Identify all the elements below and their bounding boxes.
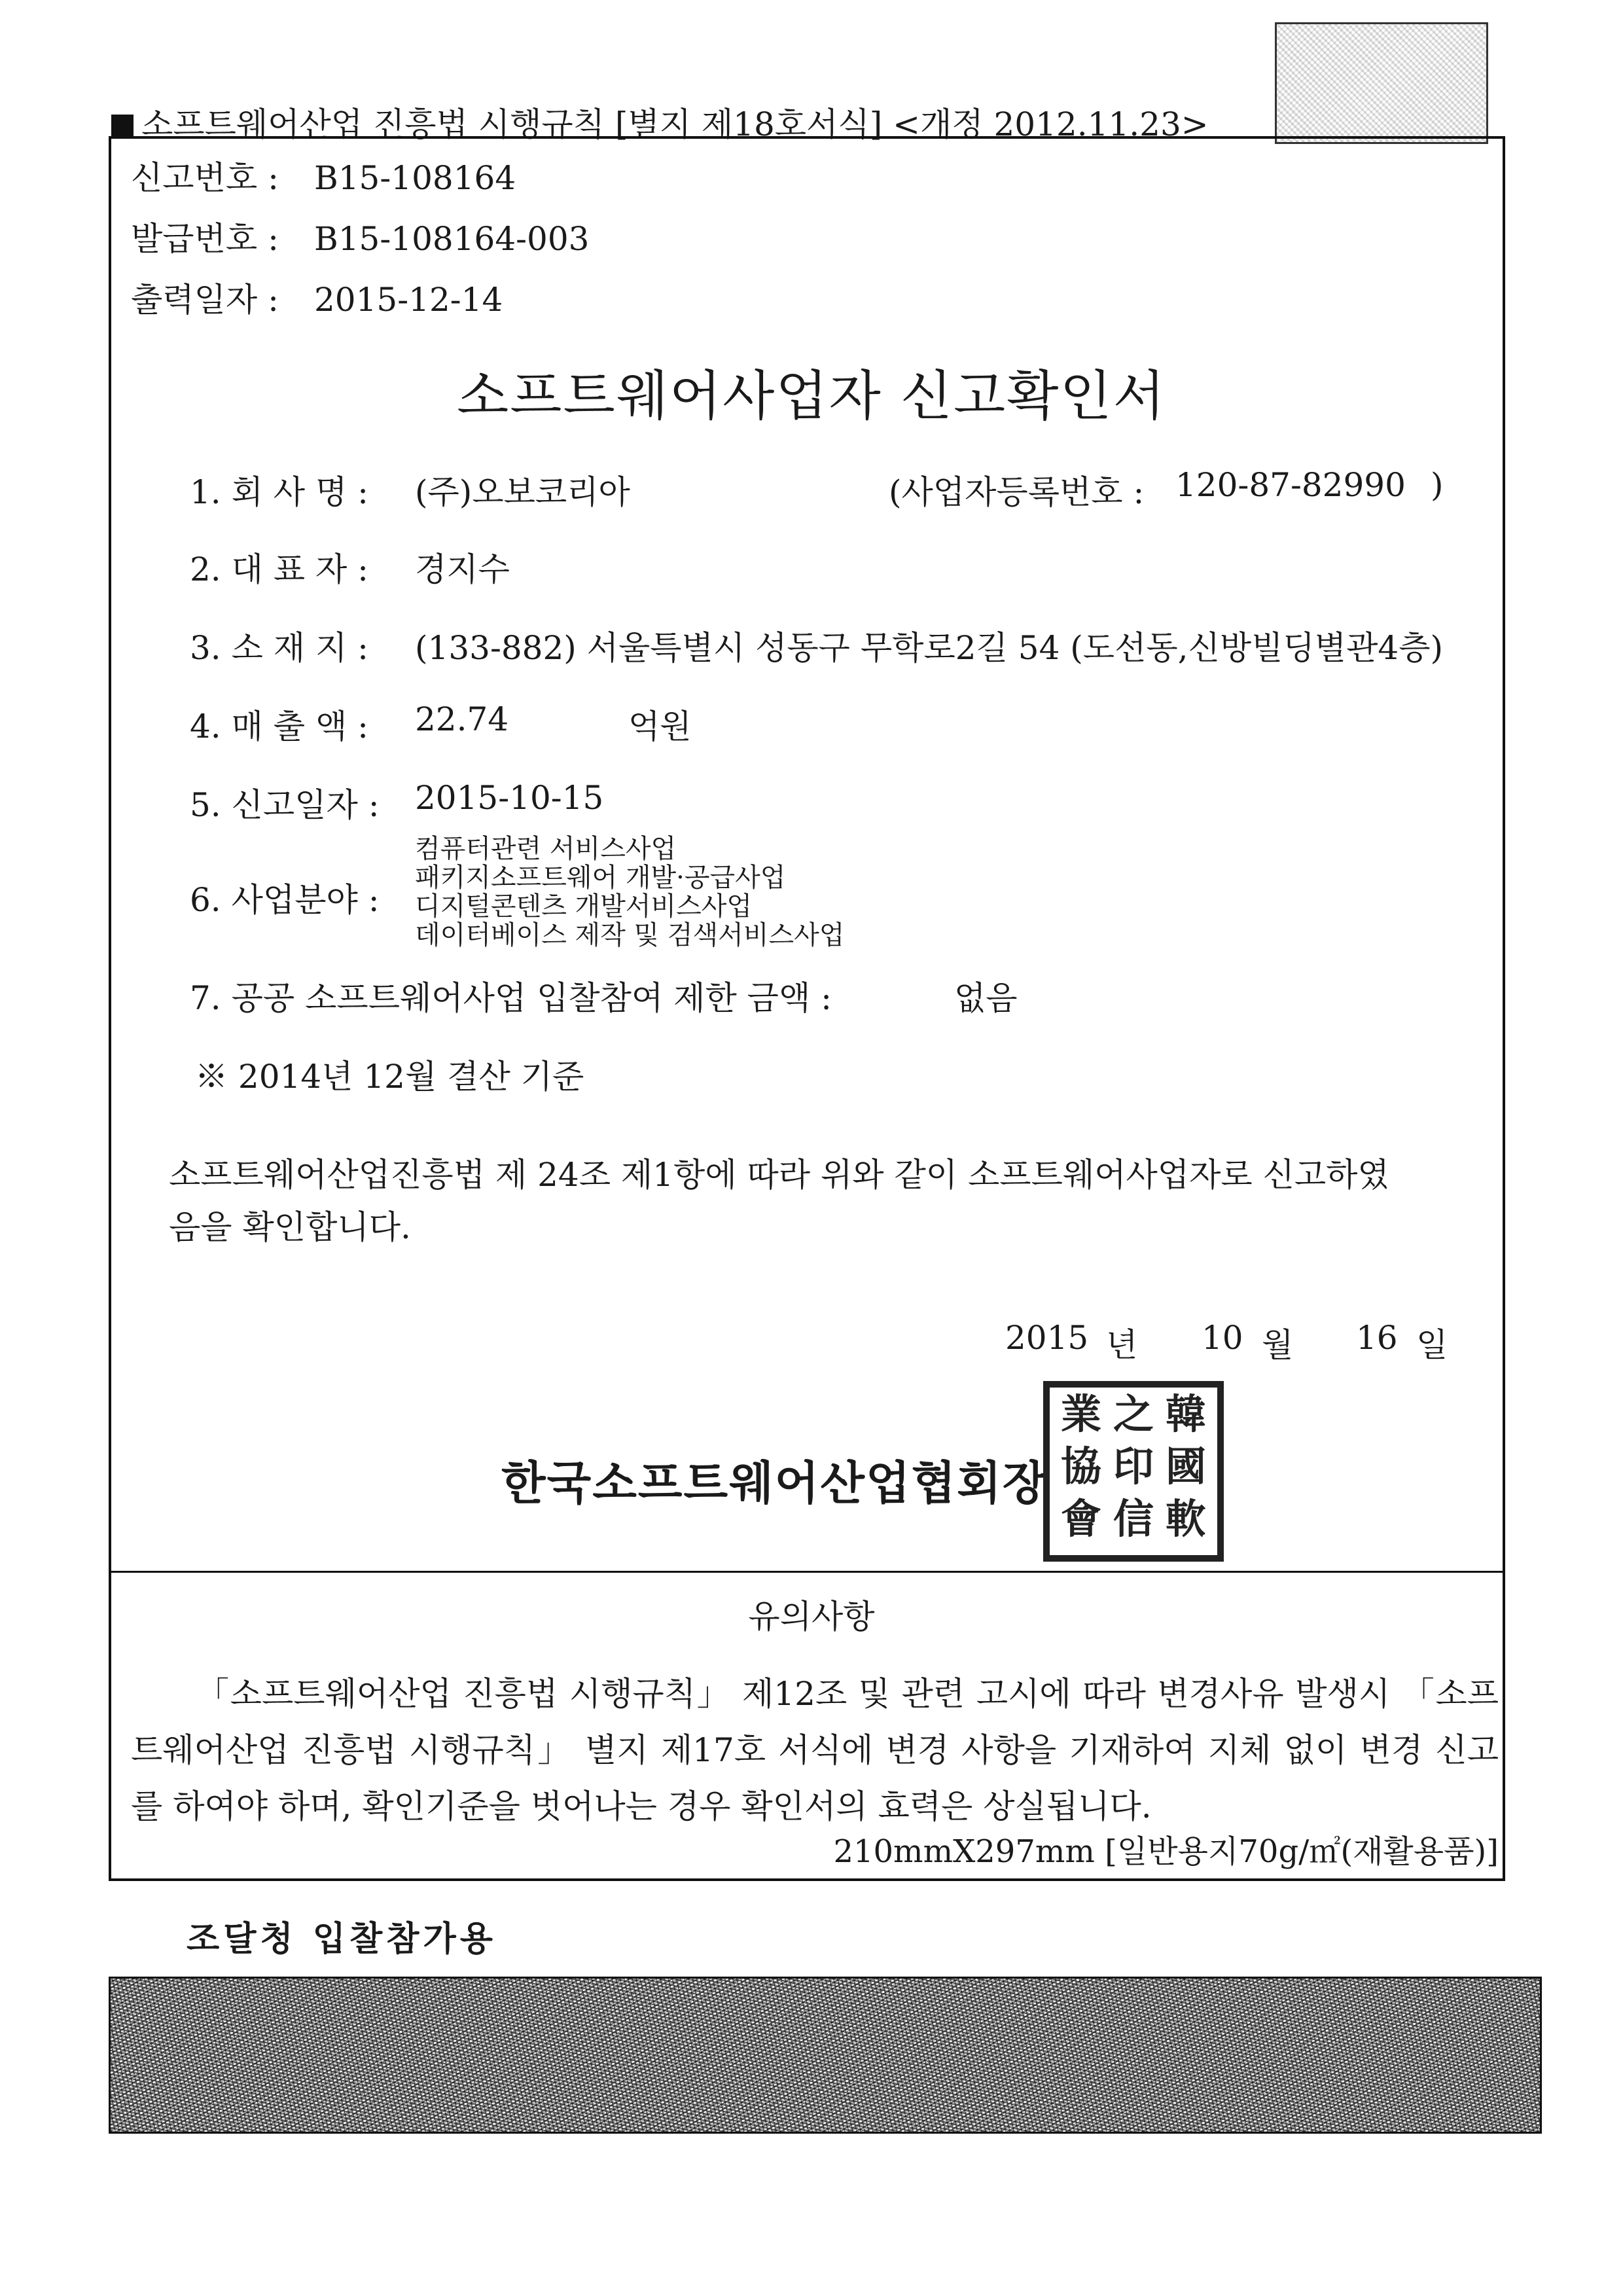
sales-unit: 억원 [628,708,692,745]
list-item: 패키지소프트웨어 개발·공급사업 [415,863,786,893]
business-reg-number: 120-87-82990 [1175,466,1406,504]
sales-amount: 22.74 [415,700,509,738]
issuer-name: 한국소프트웨어산업협회장 [501,1456,1048,1510]
square-bullet-icon [111,115,134,137]
form-header: 소프트웨어산업 진흥법 시행규칙 [별지 제18호서식] <개정 2012.11.23> [111,98,1209,145]
paper-spec: 210mmX297mm [일반용지70g/㎡(재활용품)] [833,1833,1499,1870]
notice-divider [109,1571,1505,1573]
issue-number-row: 발급번호 : B15-108164-003 [131,220,590,258]
security-pattern-box [1275,22,1488,144]
address: (133-882) 서울특별시 성동구 무학로2길 54 (도선동,신방빌딩별관4층) [415,629,1443,667]
2d-barcode [109,1977,1542,2134]
issue-number: B15-108164-003 [314,220,590,258]
print-date: 2015-12-14 [314,281,503,319]
list-item: 컴퓨터관련 서비스사업 [415,834,677,864]
print-date-row: 출력일자 : 2015-12-14 [131,281,503,319]
procurement-label: 조달청 입찰참가용 [187,1919,497,1959]
confirmation-statement: 소프트웨어산업진흥법 제 24조 제1항에 따라 위와 같이 소프트웨어사업자로 신고하였 음을 확인합니다. [169,1156,1389,1246]
report-date: 2015-10-15 [415,779,604,817]
notice-title: 유의사항 [748,1598,875,1636]
settlement-note: ※ 2014년 12월 결산 기준 [195,1058,584,1096]
official-seal: 業 之 韓 協 印 國 會 信 軟 [1043,1381,1224,1562]
list-item: 데이터베이스 제작 및 검색서비스사업 [415,920,845,950]
document-title: 소프트웨어사업자 신고확인서 [457,365,1166,427]
report-number-row: 신고번호 : B15-108164 [131,159,516,197]
report-number: B15-108164 [314,159,516,197]
ceo-name: 경지수 [415,550,510,588]
list-item: 디지털콘텐츠 개발서비스사업 [415,891,753,922]
business-fields-list [415,834,844,950]
notice-body: 「소프트웨어산업 진흥법 시행규칙」 제12조 및 관련 고시에 따라 변경사유 발생시 「소프트웨어산업 진흥법 시행규칙」 별지 제17호 서식에 변경 사항을 기재하여 지체 없이 변경 신고를 하여야 하며, 확인기준을 벗어나는 경우 확인서의 효력은 상실됩니다. [131,1675,1499,1825]
bid-limit-value: 없음 [954,979,1018,1017]
company-name: (주)오보코리아 [415,473,630,511]
